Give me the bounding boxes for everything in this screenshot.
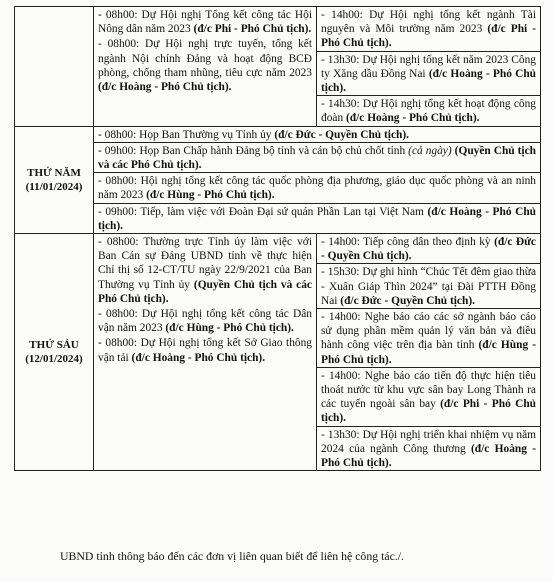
entry-person: (đ/c Hùng - Phó Chủ tịch). [146,189,275,202]
entry-person: (đ/c Hoàng - Phó Chủ tịch). [346,112,480,125]
entry-text: - 14h00: Dự Hội nghị tổng kết ngành Tài nguyên và Môi trường năm 2023 [321,9,536,36]
day-cell-thursday [15,126,94,233]
schedule-table [14,6,541,471]
day-date: (11/01/2024) [25,180,83,193]
entry-person: (đ/c Hùng - Phó Chủ tịch). [165,322,294,335]
schedule-entry [94,142,540,172]
day-cell-empty [15,7,94,127]
entry-text: - 09h00: Họp Ban Chấp hành Đảng bộ tỉnh và cán bộ chủ chốt tỉnh [98,144,409,157]
schedule-entry [94,127,540,142]
day-name: THỨ SÁU [29,339,79,352]
entry-text: - 14h30: Dự Hội nghị tổng kết hoạt động công đoàn [321,98,536,125]
entry-person: (đ/c Đức - Quyền Chủ tịch). [340,294,475,307]
schedule-entry [317,7,540,51]
schedule-entry [94,36,316,94]
schedule-entry [94,7,316,36]
entry-text: - 08h00: Dự Hội nghị tổng kết công tác Dân vận năm 2023 [98,308,312,335]
schedule-entry [94,234,316,306]
entry-text: - 09h00: Tiếp, làm việc với Đoàn Đại sứ quán Phần Lan tại Việt Nam [98,205,428,218]
entry-person: (đ/c Đức - Quyền Chủ tịch). [321,236,536,263]
entry-text: - 13h30: Dự Hội nghị tổng kết năm 2023 Công ty Xăng dầu Đồng Nai [321,53,536,80]
entry-text: - 14h00: Tiếp công dân theo định kỳ [321,236,495,249]
schedule-entry [317,234,540,263]
entry-person: (đ/c Phi - Phó Chủ tịch). [321,23,537,50]
schedule-entry [317,263,540,308]
day-date: (12/01/2024) [25,353,83,366]
schedule-entry [94,172,540,202]
entry-person: (đ/c Phi - Phó Chủ tịch). [193,23,312,36]
entry-text: - 13h30: Dự Hội nghị triển khai nhiệm vụ năm 2024 của ngành Công thương [321,428,536,455]
schedule-entry [317,367,540,426]
entry-text: - 08h00: Họp Ban Thường vụ Tỉnh ủy [98,128,275,141]
schedule-entry [94,306,316,335]
entry-person: (đ/c Đức - Quyền Chủ tịch). [274,128,409,141]
entry-person: (đ/c Hoàng - Phó Chủ tịch). [98,205,536,232]
entry-person: (đ/c Hoàng - Phó Chủ tịch). [131,351,266,364]
entry-person: (đ/c Hoàng - Phó Chủ tịch). [321,442,536,470]
entry-text: - 14h00: Nghe báo cáo các sở ngành báo cáo sử dụng phần mềm quản lý văn bản và điều hành công việc trên địa bàn tỉnh [321,311,536,352]
schedule-row-thursday [15,126,541,233]
schedule-entry [317,308,540,367]
entry-person: (đ/c Phi - Phó Chủ tịch). [321,398,537,425]
entry-person: (Quyền Chủ tịch và các Phó Chủ tịch). [98,278,312,305]
entry-person: (đ/c Hoàng - Phó Chủ tịch). [321,67,536,95]
entry-text: - 08h00: Dự Hội nghị Tổng kết công tác Hội Nông dân năm 2023 [98,9,312,36]
entry-person: (đ/c Hùng - Phó Chủ tịch). [321,339,536,366]
entry-text: - 14h00: Nghe báo cáo tiến độ thực hiện tiêu thoát nước từ khu vực sân bay Long Thành ra các tuyến ngoài sân bay [321,369,536,411]
schedule-entry [94,203,540,233]
schedule-entry [94,335,316,364]
morning-cell [94,7,317,127]
morning-cell [94,234,317,471]
footer-note: UBND tỉnh thông báo đến các đơn vị liên quan biết để liên hệ công tác./. [60,549,404,563]
schedule-row-friday [15,234,541,471]
entry-note: (cả ngày) [408,144,452,157]
entry-person: (đ/c Hoàng - Phó Chủ tịch). [98,81,232,94]
schedule-row-previous-day [15,7,541,127]
schedule-entry [317,95,540,125]
entry-text: - 08h00: Dự Hội nghị tổng kết Sở Giao thông vận tải [98,337,312,364]
afternoon-cell [317,234,541,471]
afternoon-cell [317,7,541,127]
schedule-entry [317,426,540,471]
entry-text: - 08h00: Dự Hội nghị trực tuyến, tổng kết ngành Nội chính Đảng và hoạt động BCĐ phòng, chống tham nhũng, tiêu cực năm 2023 [98,38,312,79]
full-day-cell [94,126,541,233]
day-cell-friday [15,234,94,471]
entry-text: - 08h00: Hội nghị tổng kết công tác quốc phòng địa phương, giáo dục quốc phòng và an ninh năm 2023 [98,175,536,202]
day-name: THỨ NĂM [27,166,81,179]
entry-text: - 08h00: Thường trực Tỉnh ủy làm việc với Ban Cán sự Đảng UBND tỉnh về thực hiện Chỉ thị số 12-CT/TU ngày 22/9/2021 của Ban Thường vụ Tỉnh ủy [98,236,312,291]
entry-person: (Quyền Chủ tịch và các Phó Chủ tịch). [98,144,536,172]
entry-text: - 15h30: Dự ghi hình “Chúc Tết đêm giao thừa - Xuân Giáp Thìn 2024” tại Đài PTTH Đồng Nai [321,266,536,307]
schedule-entry [317,51,540,96]
